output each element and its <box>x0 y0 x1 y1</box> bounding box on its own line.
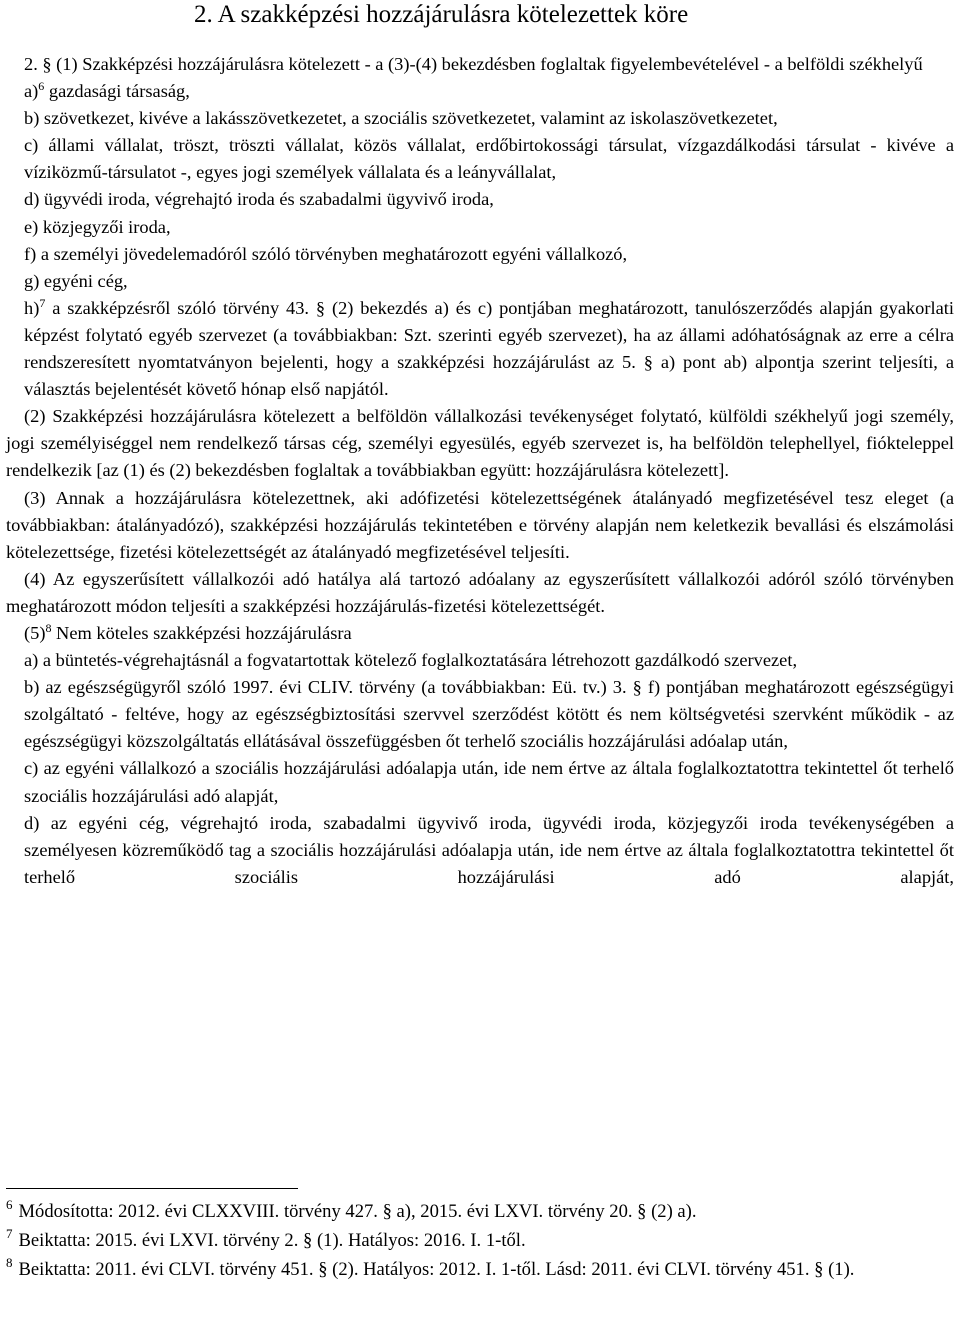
section-heading: 2. A szakképzési hozzájárulásra kötelezettek köre <box>194 1 689 28</box>
footnote-7 <box>6 1226 954 1255</box>
footnote-number: 7 <box>6 1226 13 1241</box>
paragraph-item-c: c) állami vállalat, tröszt, tröszti vállalat, közös vállalat, erdőbirtokossági társulat, vízgazdálkodási társulat - kivéve a víziközmű-társulatot -, egyes jogi személyek vállalata és a leányvállalat, <box>24 135 954 183</box>
footnote-6 <box>6 1197 954 1226</box>
paragraph-1-1: 2. § (1) Szakképzési hozzájárulásra kötelezett - a (3)-(4) bekezdésben foglaltak figyelembevételével - a belföldi székhelyű <box>24 54 923 74</box>
footnote-8 <box>6 1255 954 1284</box>
paragraph-item-a: a)$^6$ gazdasági társaság, <box>24 79 190 102</box>
paragraph-item-d: d) ügyvédi iroda, végrehajtó iroda és szabadalmi ügyvivő iroda, <box>24 189 494 210</box>
footnote-divider <box>6 1188 298 1189</box>
paragraph-item-f: f) a személyi jövedelemadóról szóló törvényben meghatározott egyéni vállalkozó, <box>24 243 628 264</box>
footnote-number: 8 <box>6 1255 13 1270</box>
document-page <box>6 0 954 891</box>
footnote-ref-8[interactable]: 8 <box>45 620 52 635</box>
footnote-text: Beiktatta: 2015. évi LXVI. törvény 2. § (1). Hatályos: 2016. I. 1-től. <box>18 1230 526 1251</box>
paragraph-5-item-d: d) az egyéni cég, végrehajtó iroda, szabadalmi ügyvivő iroda, ügyvédi iroda, közjegyzői iroda tevékenységében a személyesen közreműködő tag a szociális hozzájárulási adóalapja után, ide nem értve az általa foglalkoztatottra tekintettel őt terhelő szociális hozzájárulási adó alapját, <box>24 812 954 887</box>
footnote-text: Módosította: 2012. évi CLXXVIII. törvény 427. § a), 2015. évi LXVI. törvény 20. § (2) a). <box>18 1201 697 1222</box>
paragraph-item-e: e) közjegyzői iroda, <box>24 216 171 237</box>
footnote-ref-7[interactable]: 7 <box>39 295 46 310</box>
document-body <box>6 51 954 891</box>
footnote-ref-6[interactable]: 6 <box>38 79 45 94</box>
footnotes <box>6 1188 954 1284</box>
paragraph-item-b: b) szövetkezet, kivéve a lakásszövetkezetet, a szociális szövetkezetet, valamint az iskolaszövetkezetet, <box>24 108 778 129</box>
paragraph-item-h: h)$^7$ a szakképzésről szóló törvény 43. § (2) bekezdés a) és c) pontjában meghatározott, tanulószerződés alapján gyakorlati képzést folytató egyéb szervezet (a továbbiakban: Szt. szerinti egyéb szervezet), ha az állami adóhatóságnak az erre a célra rendszeresített nyomtatványon bejelenti, hogy a szakképzési hozzájárulást az 5. § a) pont ab) alpontja szerint teljesíti, a választás bejelentését követő hónap első napjától. <box>24 295 954 400</box>
paragraph-5-item-c: c) az egyéni vállalkozó a szociális hozzájárulási adóalapja után, ide nem értve az általa foglalkoztatottra tekintettel őt terhelő szociális hozzájárulási adó alapját, <box>24 758 954 806</box>
paragraph-5: $(5)^8$ Nem köteles szakképzési hozzájárulásra <box>24 620 352 643</box>
paragraph-2: (2) Szakképzési hozzájárulásra kötelezett a belföldön vállalkozási tevékenységet folytató, külföldi székhelyű jogi személy, jogi személyiséggel nem rendelkező társas cég, személyi egyesülés, egyéb szervezet is, ha belföldön telephellyel, fióktelеppel rendelkezik [az (1) és (2) bekezdésben foglaltak a továbbiakban együtt: hozzájárulásra kötelezett]. <box>6 406 954 481</box>
paragraph-5-item-a: a) a büntetés-végrehajtásnál a fogvatartottak kötelező foglalkoztatására létrehozott gazdálkodó szervezet, <box>24 650 798 671</box>
footnote-text: Beiktatta: 2011. évi CLVI. törvény 451. § (2). Hatályos: 2012. I. 1-től. Lásd: 2011. évi CLVI. törvény 451. § (1). <box>18 1259 855 1280</box>
paragraph-3: (3) Annak a hozzájárulásra kötelezettnek, aki adófizetési kötelezettségének átalányadó megfizetésével tesz eleget (a továbbiakban: átalányadózó), szakképzési hozzájárulás tekintetében e törvény alapján nem keletkezik bevallási és elszámolási kötelezettsége, fizetési kötelezettségét az átalányadó megfizetésével teljesíti. <box>6 487 954 562</box>
paragraph-4: (4) Az egyszerűsített vállalkozói adó hatálya alá tartozó adóalany az egyszerűsített vállalkozói adóról szóló törvényben meghatározott módon teljesíti a szakképzési hozzájárulás-fizetési kötelezettségét. <box>6 568 954 616</box>
paragraph-5-item-b: b) az egészségügyről szóló 1997. évi CLIV. törvény (a továbbiakban: Eü. tv.) 3. § f) pontjában meghatározott egészségügyi szolgáltató - feltéve, hogy az egészségbiztosítási szervvel szerződést kötött és nem költségvetési szervként működik - az egészségügyi közszolgáltatás ellátásával összefüggésben őt terhelő szociális hozzájárulási adóalap után, <box>24 677 954 752</box>
footnote-number: 6 <box>6 1197 13 1212</box>
paragraph-item-g: g) egyéni cég, <box>24 270 128 291</box>
